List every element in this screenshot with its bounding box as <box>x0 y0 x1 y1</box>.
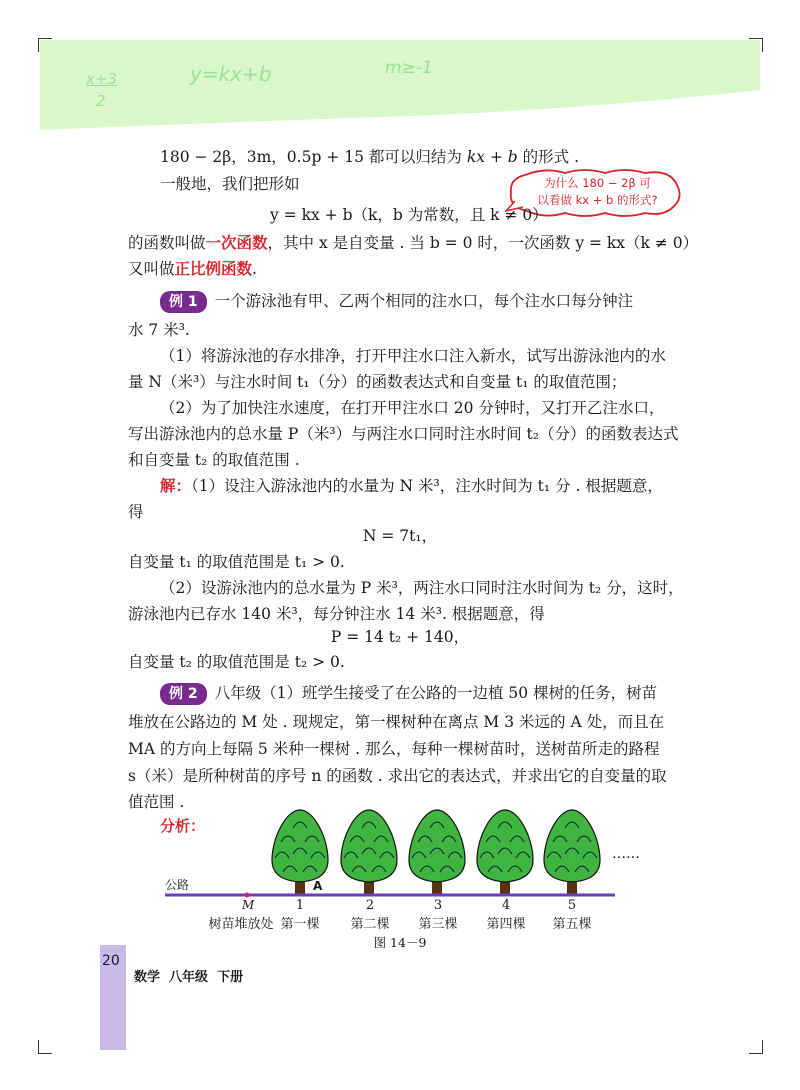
point-m <box>245 893 250 898</box>
tree-2 <box>341 810 397 894</box>
tree-label: 树苗堆放处 <box>208 917 274 932</box>
example-badge: 例 2 <box>160 683 207 705</box>
figure-ellipsis: …… <box>612 846 640 862</box>
body-line: MA 的方向上每隔 5 米种一棵树 . 那么，每种一棵树苗时，送树苗所走的路程 <box>128 740 660 758</box>
tree-label: 第二棵 <box>350 917 390 932</box>
tree-label: 第一棵 <box>280 917 320 932</box>
body-line: 量 N（米³）与注水时间 t₁（分）的函数表达式和自变量 t₁ 的取值范围； <box>128 373 627 391</box>
body-line: s（米）是所种树苗的序号 n 的函数 . 求出它的表达式，并求出它的自变量的取 <box>128 767 667 785</box>
tree-number: 3 <box>433 898 443 913</box>
body-line: 游泳池内已存水 140 米³，每分钟注水 14 米³. 根据题意，得 <box>128 605 545 623</box>
body-line: 180 − 2β，3m，0.5p + 15 都可以归结为 kx + b 的形式 . <box>160 148 579 166</box>
point-a-label: A <box>313 879 323 893</box>
example-1-intro: 例 1 一个游泳池有甲、乙两个相同的注水口，每个注水口每分钟注 <box>160 291 633 313</box>
body-line: 写出游泳池内的总水量 P（米³）与两注水口同时注水时间 t₂（分）的函数表达式 <box>128 425 679 443</box>
scribble: 2 <box>96 92 106 110</box>
crop-mark <box>749 1053 763 1054</box>
road-label: 公路 <box>165 878 190 892</box>
tree-label: 第四棵 <box>486 917 526 932</box>
point-m-label: M <box>242 898 255 912</box>
book-title: 数学 八年级 下册 <box>134 970 244 985</box>
body-line: 自变量 t₁ 的取值范围是 t₁ > 0. <box>128 553 345 571</box>
body-line: 和自变量 t₂ 的取值范围 . <box>128 451 300 469</box>
tree-label: 第五棵 <box>552 917 592 932</box>
crop-mark <box>762 1040 763 1054</box>
tree-number: 1 <box>295 898 305 913</box>
tree-figure <box>0 800 800 920</box>
body-line: 值范围 . <box>128 793 185 811</box>
solution-label: 解： <box>160 476 192 495</box>
page-number: 20 <box>102 953 120 969</box>
body-line: （2）设游泳池内的总水量为 P 米³，两注水口同时注水时间为 t₂ 分，这时， <box>160 579 684 597</box>
crop-mark <box>38 1040 39 1054</box>
figure-caption: 图 14－9 <box>373 935 427 950</box>
tree-number: 2 <box>365 898 375 913</box>
body-line: 堆放在公路边的 M 处 . 现规定，第一棵树种在离点 M 3 米远的 A 处，而且在 <box>128 713 665 731</box>
analysis-label: 分析： <box>160 817 206 835</box>
body-line: 自变量 t₂ 的取值范围是 t₂ > 0. <box>128 653 345 671</box>
body-line: 水 7 米³. <box>128 321 190 339</box>
tree-4 <box>477 810 533 894</box>
body-line: 得 <box>128 503 144 521</box>
body-line: （2）为了加快注水速度，在打开甲注水口 20 分钟时，又打开乙注水口， <box>160 399 665 417</box>
tree-number: 5 <box>567 898 577 913</box>
body-line: 一般地，我们把形如 <box>160 175 300 193</box>
tree-label: 第三棵 <box>418 917 458 932</box>
tree-3 <box>409 810 465 894</box>
body-line: （1）将游泳池的存水排净，打开甲注水口注入新水，试写出游泳池内的水 <box>160 347 666 365</box>
definition-formula: y = kx + b（k，b 为常数，且 k ≠ 0） <box>270 206 548 224</box>
body-line: 又叫做正比例函数. <box>128 259 257 278</box>
solution-formula: P = 14 t₂ + 140， <box>330 628 470 646</box>
solution-formula: N = 7t₁， <box>362 527 438 545</box>
example-badge: 例 1 <box>160 291 207 313</box>
solution-line: 解：（1）设注入游泳池内的水量为 N 米³，注水时间为 t₁ 分 . 根据题意， <box>160 476 663 495</box>
callout-text: 为什么 180 − 2β 可 以看做 kx + b 的形式? <box>537 176 658 207</box>
crop-mark <box>38 1053 52 1054</box>
example-2-intro: 例 2 八年级（1）班学生接受了在公路的一边植 50 棵树的任务，树苗 <box>160 683 657 705</box>
scribble: x+3 <box>86 70 117 88</box>
tree-5 <box>544 810 600 894</box>
body-line: 的函数叫做一次函数，其中 x 是自变量 . 当 b = 0 时，一次函数 y = kx（k ≠ 0） <box>128 233 699 252</box>
scribble: y=kx+b <box>190 62 272 86</box>
tree-number: 4 <box>501 898 511 913</box>
scribble: m≥-1 <box>385 58 433 78</box>
